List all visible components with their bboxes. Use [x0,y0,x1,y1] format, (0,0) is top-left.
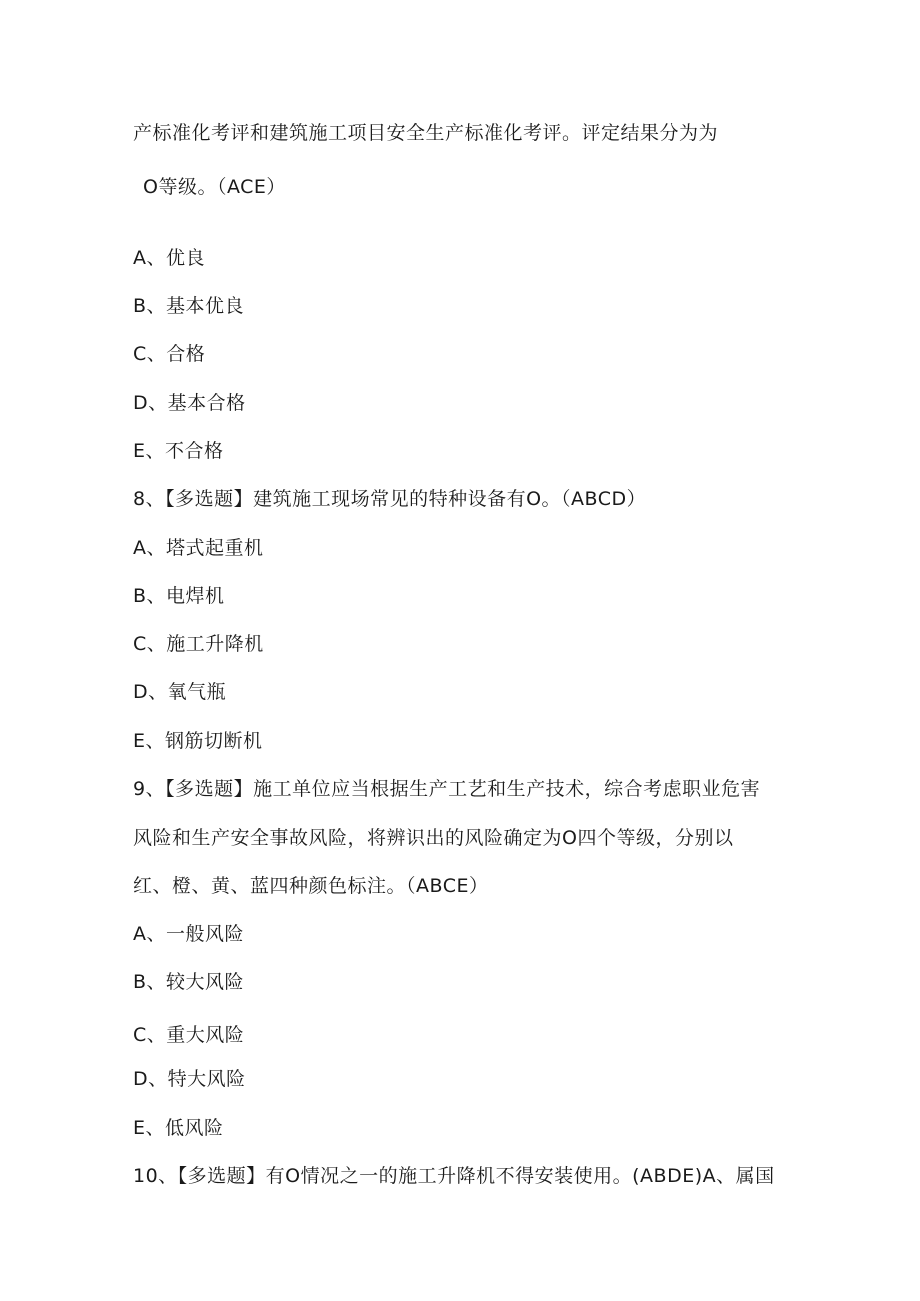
question-7-text-line-1: 产标准化考评和建筑施工项目安全生产标准化考评。评定结果分为为 [133,122,719,144]
question-9-option-d: D、特大风险 [133,1068,246,1090]
question-9-option-c: C、重大风险 [133,1024,245,1046]
question-10-text: 10、【多选题】有O情况之一的施工升降机不得安装使用。(ABDE)A、属国 [133,1165,775,1187]
question-8-text: 8、【多选题】建筑施工现场常见的特种设备有O。（ABCD） [133,488,647,510]
question-7-text-line-2: O等级。（ACE） [143,176,286,198]
question-8-option-d: D、氧气瓶 [133,681,227,703]
question-8-option-a: A、塔式起重机 [133,537,264,559]
question-9-option-a: A、一般风险 [133,923,244,945]
question-7-option-c: C、合格 [133,343,206,365]
question-9-text-line-2: 风险和生产安全事故风险，将辨识出的风险确定为O四个等级，分别以 [133,827,734,849]
question-7-option-a: A、优良 [133,247,205,269]
question-9-option-e: E、低风险 [133,1117,224,1139]
question-8-option-e: E、钢筋切断机 [133,730,263,752]
question-9-text-line-3: 红、橙、黄、蓝四种颜色标注。（ABCE） [133,875,489,897]
question-8-option-c: C、施工升降机 [133,633,264,655]
question-9-text-line-1: 9、【多选题】施工单位应当根据生产工艺和生产技术，综合考虑职业危害 [133,778,761,800]
question-7-option-d: D、基本合格 [133,392,246,414]
question-8-option-b: B、电焊机 [133,585,225,607]
question-7-option-e: E、不合格 [133,440,224,462]
question-9-option-b: B、较大风险 [133,971,245,993]
question-7-option-b: B、基本优良 [133,295,245,317]
